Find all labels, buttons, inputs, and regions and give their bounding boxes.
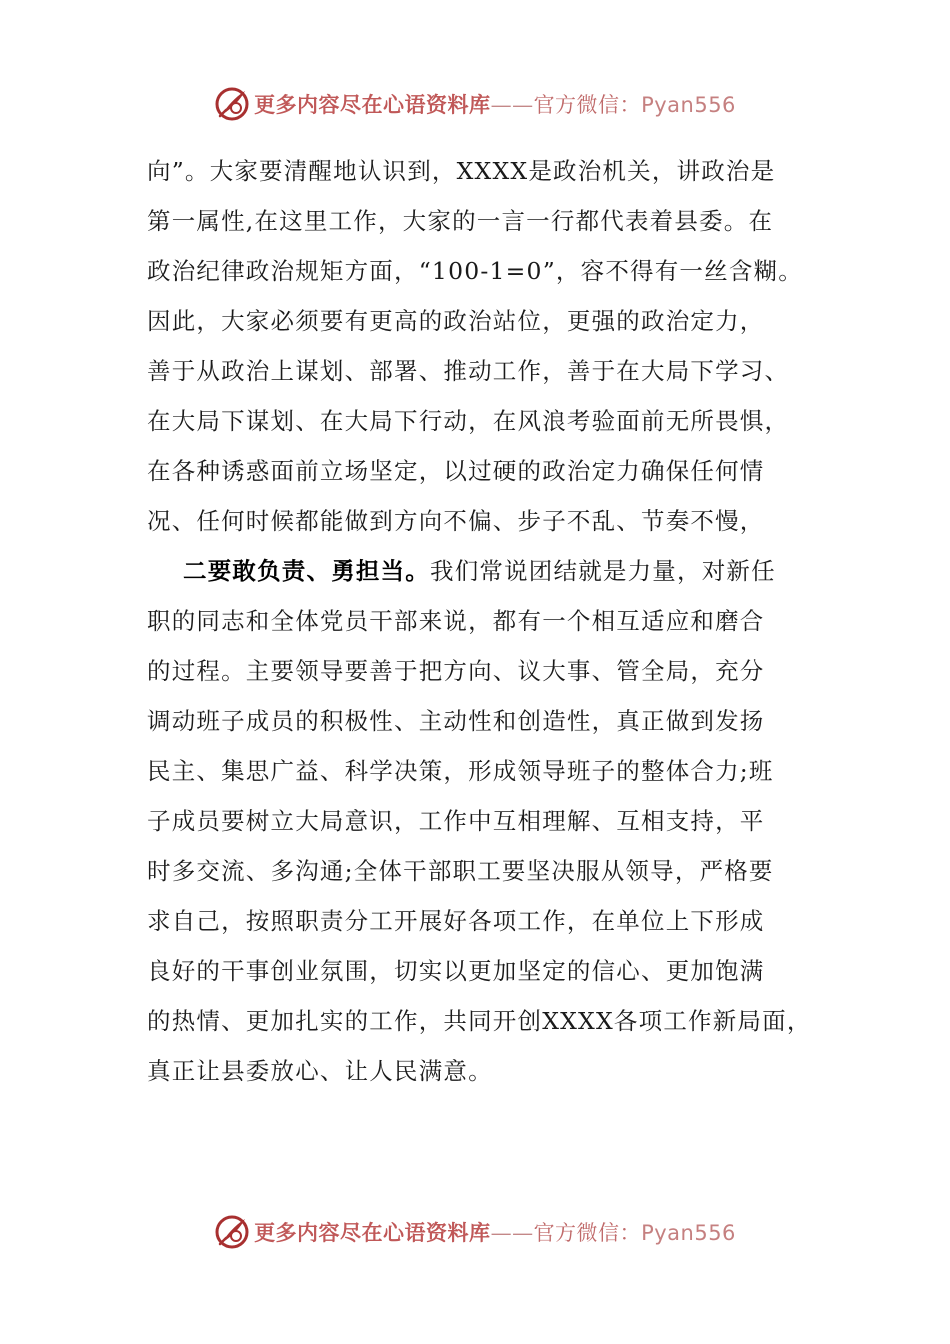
- quill-logo-icon: [214, 1214, 250, 1250]
- para2-line: 调动班子成员的积极性、主动性和创造性，真正做到发扬: [147, 707, 765, 735]
- footer-wechat-label: 官方微信：: [533, 1221, 642, 1245]
- para2-line: 的热情、更加扎实的工作，共同开创XXXX各项工作新局面，: [147, 1007, 812, 1035]
- para2-first-line: [147, 546, 817, 596]
- footer-banner: [0, 1210, 950, 1254]
- header-banner: [0, 82, 950, 126]
- para2-line: 子成员要树立大局意识，工作中互相理解、互相支持，平: [147, 807, 765, 835]
- header-wechat-id: Pyan556: [641, 93, 736, 117]
- para2-heading: 二要敢负责、勇担当。: [183, 557, 430, 585]
- para2-line: 职的同志和全体党员干部来说，都有一个相互适应和磨合: [147, 607, 765, 635]
- para1-line: 政治纪律政治规矩方面，“100-1=0”，容不得有一丝含糊。: [147, 257, 803, 285]
- header-brand: 更多内容尽在心语资料库: [254, 92, 491, 117]
- para2-first-rest: 我们常说团结就是力量，对新任: [430, 557, 776, 585]
- header-separator: ——: [490, 93, 534, 117]
- footer-brand: 更多内容尽在心语资料库: [254, 1220, 491, 1245]
- para2-line: 时多交流、多沟通;全体干部职工要坚决服从领导，严格要: [147, 857, 774, 885]
- para1-line: 况、任何时候都能做到方向不偏、步子不乱、节奏不慢，: [147, 507, 765, 535]
- footer-text: [254, 1217, 736, 1247]
- para2-line: 真正让县委放心、让人民满意。: [147, 1057, 493, 1085]
- para2-line: 求自己，按照职责分工开展好各项工作，在单位上下形成: [147, 907, 765, 935]
- footer-separator: ——: [490, 1221, 534, 1245]
- para1-line: 因此，大家必须要有更高的政治站位，更强的政治定力，: [147, 307, 765, 335]
- header-text: [254, 89, 736, 119]
- para2-line: 良好的干事创业氛围，切实以更加坚定的信心、更加饱满: [147, 957, 765, 985]
- para1-line: 第一属性,在这里工作，大家的一言一行都代表着县委。在: [147, 207, 774, 235]
- header-wechat-label: 官方微信：: [533, 93, 642, 117]
- para1-line: 在大局下谋划、在大局下行动，在风浪考验面前无所畏惧，: [147, 407, 790, 435]
- para1-line: 在各种诱惑面前立场坚定，以过硬的政治定力确保任何情: [147, 457, 765, 485]
- para1-line: 善于从政治上谋划、部署、推动工作，善于在大局下学习、: [147, 357, 790, 385]
- para2-line: 民主、集思广益、科学决策，形成领导班子的整体合力;班: [147, 757, 774, 785]
- footer-wechat-id: Pyan556: [641, 1221, 736, 1245]
- para2-line: 的过程。主要领导要善于把方向、议大事、管全局，充分: [147, 657, 765, 685]
- quill-logo-icon: [214, 86, 250, 122]
- document-body: [147, 146, 817, 1096]
- para1-line: 向”。大家要清醒地认识到，XXXX是政治机关，讲政治是: [147, 157, 776, 185]
